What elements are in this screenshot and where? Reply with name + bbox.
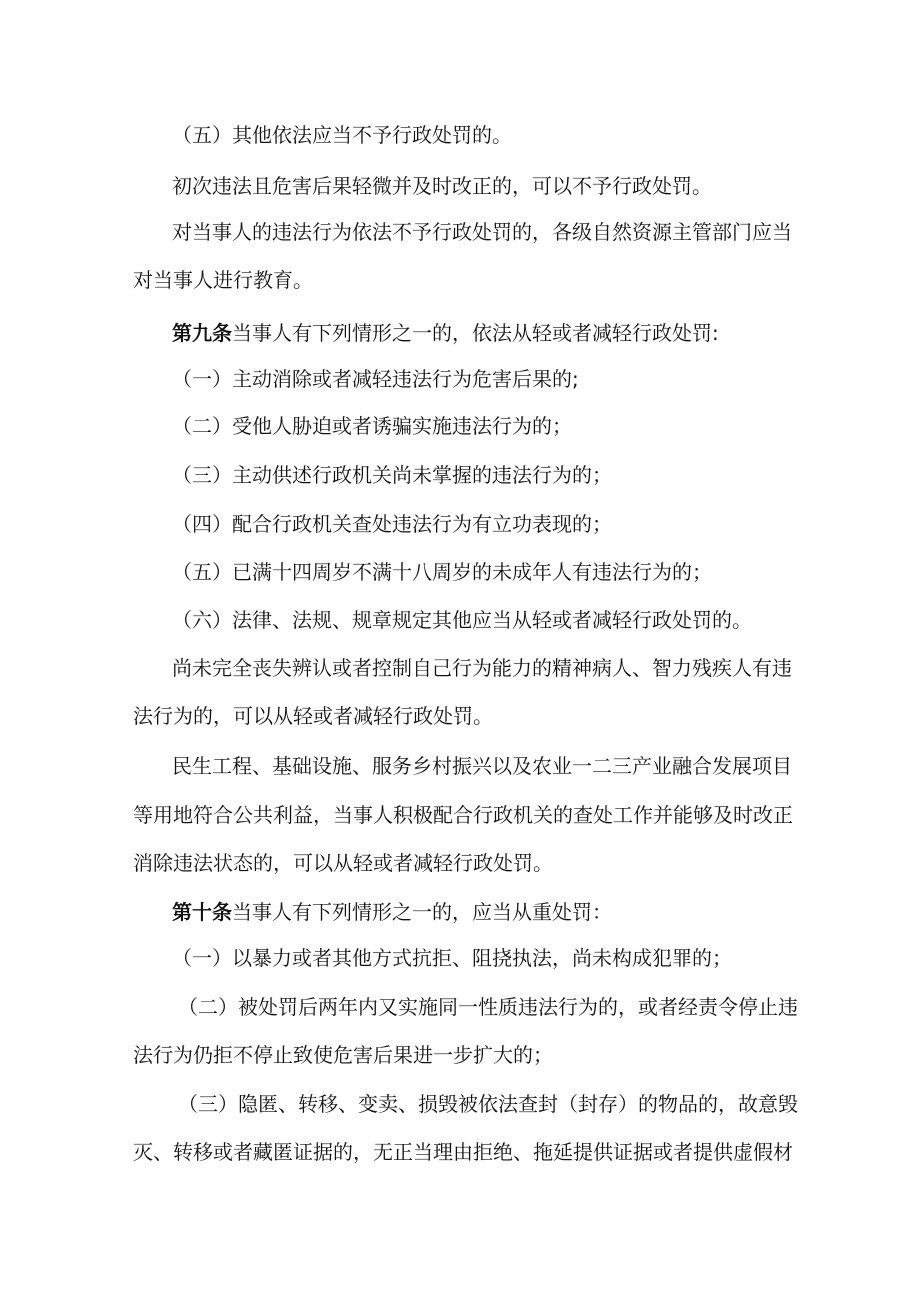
- text-line: 法行为的，可以从轻或者减轻行政处罚。: [133, 704, 493, 728]
- text-line: （六）法律、法规、规章规定其他应当从轻或者减轻行政处罚的。: [172, 608, 752, 632]
- text-line: （五）其他依法应当不予行政处罚的。: [172, 123, 512, 147]
- text-line: 消除违法状态的，可以从轻或者减轻行政处罚。: [133, 851, 553, 875]
- text-line: 灭、转移或者藏匿证据的，无正当理由拒绝、拖延提供证据或者提供虚假材: [133, 1140, 793, 1164]
- text-line: 尚未完全丧失辨认或者控制自己行为能力的精神病人、智力残疾人有违: [172, 656, 792, 680]
- article-text: 当事人有下列情形之一的，依法从轻或者减轻行政处罚:: [232, 321, 719, 345]
- text-line: 民生工程、基础设施、服务乡村振兴以及农业一二三产业融合发展项目: [172, 754, 792, 778]
- article-number: 第九条: [172, 321, 232, 345]
- article-text: 当事人有下列情形之一的，应当从重处罚：: [232, 900, 612, 924]
- article-number: 第十条: [172, 900, 232, 924]
- text-line: 初次违法且危害后果轻微并及时改正的，可以不予行政处罚。: [172, 174, 712, 198]
- text-line: 对当事人进行教育。: [133, 268, 313, 292]
- text-line: （三）隐匿、转移、变卖、损毁被依法查封（封存）的物品的，故意毁: [178, 1092, 798, 1116]
- text-line: （五）已满十四周岁不满十八周岁的未成年人有违法行为的；: [172, 560, 712, 584]
- text-line: （三）主动供述行政机关尚未掌握的违法行为的；: [172, 463, 612, 487]
- text-line: （二）被处罚后两年内又实施同一性质违法行为的，或者经责令停止违: [178, 995, 798, 1019]
- text-line: （二）受他人胁迫或者诱骗实施违法行为的；: [172, 414, 572, 438]
- text-line: 对当事人的违法行为依法不予行政处罚的，各级自然资源主管部门应当: [172, 220, 792, 244]
- text-line: （一）以暴力或者其他方式抗拒、阻挠执法，尚未构成犯罪的；: [172, 946, 732, 970]
- article-9-heading: [172, 321, 719, 345]
- article-10-heading: [172, 900, 612, 924]
- text-line: （四）配合行政机关查处违法行为有立功表现的；: [172, 512, 612, 536]
- text-line: 等用地符合公共利益，当事人积极配合行政机关的查处工作并能够及时改正: [133, 803, 793, 827]
- text-line: （一）主动消除或者减轻违法行为危害后果的;: [172, 367, 579, 391]
- text-line: 法行为仍拒不停止致使危害后果进一步扩大的；: [133, 1043, 553, 1067]
